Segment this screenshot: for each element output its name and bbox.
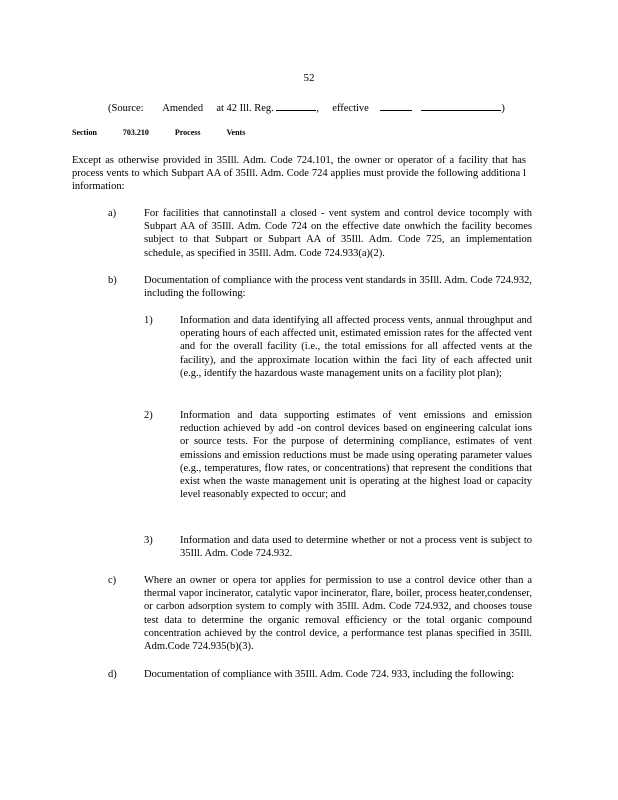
- source-amended: Amended: [162, 103, 204, 114]
- item-text: Information and data used to determine whether or not a process vent is subject to 35Ill. Adm. Code 724.932.: [180, 535, 532, 560]
- section-number: 703.210: [122, 128, 149, 137]
- section-title-1: Process: [174, 128, 201, 137]
- blank-register-page: [276, 101, 316, 111]
- item-label: 3): [144, 535, 153, 546]
- item-label: 1): [144, 315, 153, 326]
- section-label: Section: [72, 128, 97, 137]
- intro-paragraph: Except as otherwise provided in 35Ill. Adm. Code 724.101, the owner or operator of a facility that has process vents to which Subpart AA of 35Ill. Adm. Code 724 applies must provide the following additiona l information:: [72, 155, 526, 193]
- item-label: b): [108, 275, 117, 286]
- item-text: Documentation of compliance with 35Ill. Adm. Code 724. 933, including the following:: [144, 669, 515, 680]
- source-effective: effective: [332, 103, 369, 114]
- section-title-2: Vents: [226, 128, 246, 137]
- item-text: Information and data supporting estimates of vent emissions and emission reduction achieved by add -on control devices based on engineering calculat ions or source tests. For the purpose of determining compliance, estimates of vent emissions and emission reductions must be made using operating parameter values (e.g., temperatures, flow rates, or concentrations) that represent the conditions that exist when the waste management unit is operating at the highest load or capacity level reasonably expected to occur; and: [180, 410, 532, 501]
- source-comma: ,: [316, 103, 320, 114]
- page-number: 52: [303, 72, 315, 84]
- source-close: ): [501, 103, 505, 114]
- source-register: at 42 Ill. Reg.: [216, 103, 274, 114]
- blank-effective-year: [421, 101, 501, 111]
- item-label: c): [108, 575, 117, 586]
- item-text: Where an owner or opera tor applies for permission to use a control device other than a thermal vapor incinerator, catalytic vapor incinerator, flare, boiler, process heater,condenser, or carbon adsorption system to comply with 35Ill. Adm. Code 724.932, and chooses touse test data to determine the organic removal efficiency or the total organic compound concentration achieved by the control device, a performance test planas specified in 35Ill. Adm.Code 724.935(b)(3).: [144, 575, 532, 653]
- section-heading: [72, 128, 271, 137]
- item-text: For facilities that cannotinstall a closed - vent system and control device tocomply with Subpart AA of 35Ill. Adm. Code 724 on the effective date onwhich the facility becomes subject to that Subpart or Subpart AA of 35Ill. Adm. Code 725, an implementation schedule, as specified in 35Ill. Adm. Code 724.933(a)(2).: [144, 208, 532, 259]
- item-label: 2): [144, 410, 153, 421]
- item-label: a): [108, 208, 117, 219]
- item-text: Information and data identifying all affected process vents, annual throughput and operating hours of each affected unit, estimated emission rates for the affected vent and for the overall facility (i.e., the total emissions for all affected vents at the facility), and the approximate location within the faci lity of each affected unit (e.g., identify the hazardous waste management units on a facility plot plan);: [180, 315, 532, 379]
- source-note: [108, 101, 508, 114]
- item-text: Documentation of compliance with the process vent standards in 35Ill. Adm. Code 724.932, including the following:: [144, 275, 532, 300]
- item-label: d): [108, 669, 117, 680]
- blank-effective-date: [380, 101, 412, 111]
- source-prefix: (Source:: [108, 103, 144, 114]
